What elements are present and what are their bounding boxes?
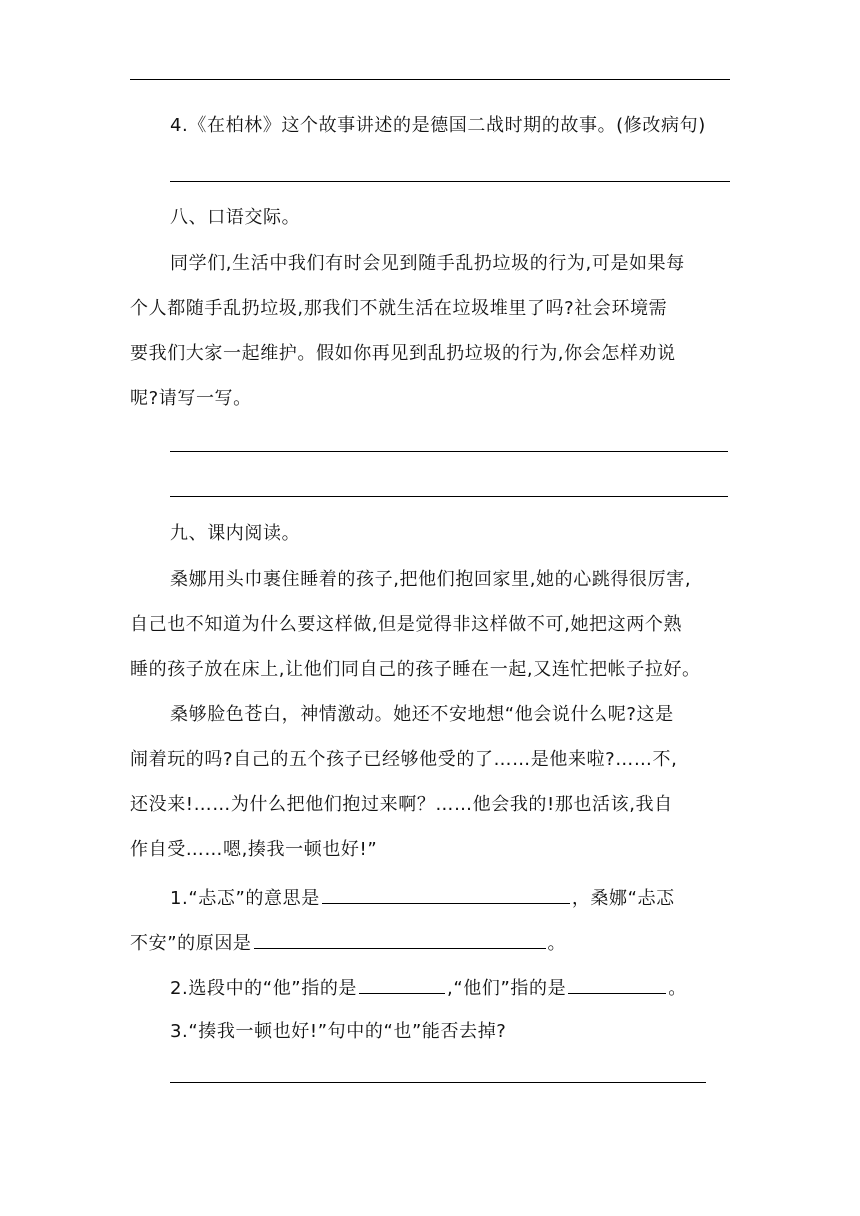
passage-line: 桑娜用头巾裹住睡着的孩子,把他们抱回家里,她的心跳得很厉害, — [170, 569, 692, 590]
passage-line: 闹着玩的吗?自己的五个孩子已经够他受的了……是他来啦?……不, — [130, 749, 678, 770]
question-1-reason-prompt: 不安”的原因是 — [130, 933, 252, 954]
question-1-line-1 — [170, 882, 730, 913]
question-2-prompt-cont: ,“他们”指的是 — [447, 978, 567, 999]
answer-blank-q1-meaning[interactable] — [322, 882, 570, 904]
passage-line: 作自受……嗯,揍我一顿也好!” — [130, 839, 378, 860]
question-2-line — [170, 972, 730, 1003]
answer-blank-q1-reason[interactable] — [254, 927, 546, 949]
question-4-text: 4.《在柏林》这个故事讲述的是德国二战时期的故事。(修改病句) — [170, 115, 706, 136]
answer-line-section-8[interactable] — [170, 496, 728, 497]
section-8-paragraph-line: 要我们大家一起维护。假如你再见到乱扔垃圾的行为,你会怎样劝说 — [130, 343, 676, 364]
section-8-paragraph-line: 个人都随手乱扔垃圾,那我们不就生活在垃圾堆里了吗?社会环境需 — [130, 298, 668, 319]
question-3-text: 3.“揍我一顿也好!”句中的“也”能否去掉? — [170, 1021, 507, 1042]
section-8-heading: 八、口语交际。 — [170, 207, 301, 228]
passage-line: 桑够脸色苍白，神情激动。她还不安地想“他会说什么呢?这是 — [170, 704, 674, 725]
question-1-line-2 — [130, 927, 730, 958]
section-8-paragraph-line: 同学们,生活中我们有时会见到随手乱扔垃圾的行为,可是如果每 — [170, 253, 685, 274]
passage-line: 睡的孩子放在床上,让他们同自己的孩子睡在一起,又连忙把帐子拉好。 — [130, 659, 701, 680]
top-rule — [130, 79, 730, 80]
question-1-prompt: 1.“忐忑”的意思是 — [170, 888, 320, 909]
question-2-prompt: 2.选段中的“他”指的是 — [170, 978, 358, 999]
answer-line-q4[interactable] — [170, 181, 730, 182]
answer-blank-q2-them[interactable] — [568, 972, 666, 994]
answer-blank-q2-he[interactable] — [359, 972, 445, 994]
answer-line-section-8[interactable] — [170, 451, 728, 452]
answer-line-q3[interactable] — [170, 1082, 706, 1083]
section-9-heading: 九、课内阅读。 — [170, 523, 301, 544]
passage-line: 还没来!……为什么把他们抱过来啊？……他会我的!那也活该,我自 — [130, 794, 673, 815]
question-2-end: 。 — [668, 978, 687, 999]
question-1-end: 。 — [547, 933, 567, 954]
passage-line: 自己也不知道为什么要这样做,但是觉得非这样做不可,她把这两个熟 — [130, 614, 683, 635]
section-8-paragraph-line: 呢?请写一写。 — [130, 388, 252, 409]
question-1-prompt-cont: ，桑娜“忐忑 — [571, 888, 675, 909]
